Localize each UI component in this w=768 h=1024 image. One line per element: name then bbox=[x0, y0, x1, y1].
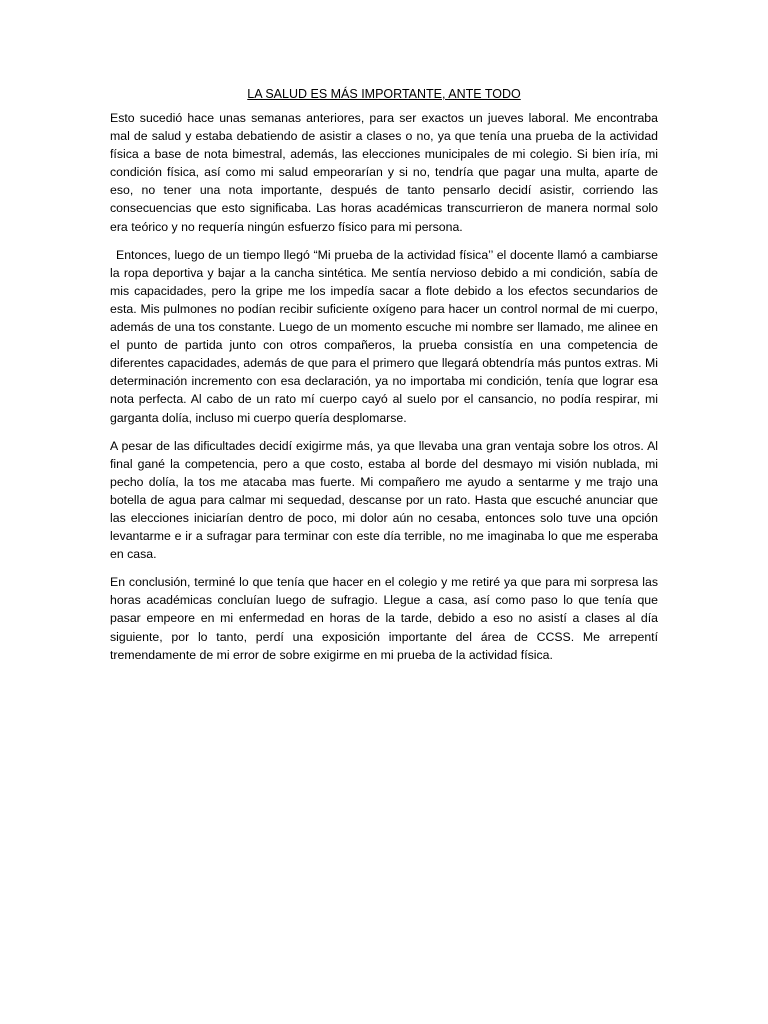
paragraph-4: En conclusión, terminé lo que tenía que hacer en el colegio y me retiré ya que para mi sorpresa las horas académicas concluían luego de sufragio. Llegue a casa, así como paso lo que tenía que pasar empeore en mi enfermedad en horas de la tarde, debido a eso no asistí a clases al día siguiente, por lo tanto, perdí una exposición importante del área de CCSS. Me arrepentí tremendamente de mi error de sobre exigirme en mi prueba de la actividad física. bbox=[110, 575, 658, 662]
paragraph-1: Esto sucedió hace unas semanas anteriores, para ser exactos un jueves laboral. Me encontraba mal de salud y estaba debatiendo de asistir a clases o no, ya que tenía una prueba de la actividad física a base de nota bimestral, además, las elecciones municipales de mi colegio. Si bien iría, mi condición física, así como mi salud empeorarían y si no, tendría que pagar una multa, aparte de eso, no tener una nota importante, después de tanto pensarlo decidí asistir, corriendo las consecuencias que esto significaba. Las horas académicas transcurrieron de manera normal solo era teórico y no requería ningún esfuerzo físico para mi persona. bbox=[110, 111, 658, 234]
paragraph-3: A pesar de las dificultades decidí exigirme más, ya que llevaba una gran ventaja sobre los otros. Al final gané la competencia, pero a que costo, estaba al borde del desmayo mi visión nublada, mi pecho dolía, la tos me atacaba mas fuerte. Mi compañero me ayudo a sentarme y me trajo una botella de agua para calmar mi sequedad, descanse por un rato. Hasta que escuché anunciar que las elecciones iniciarían dentro de poco, mi dolor aún no cesaba, entonces solo tuve una opción levantarme e ir a sufragar para terminar con este día terrible, no me imaginaba lo que me esperaba en casa. bbox=[110, 438, 658, 562]
paragraph-2: Entonces, luego de un tiempo llegó “Mi prueba de la actividad física’’ el docente llamó a cambiarse la ropa deportiva y bajar a la cancha sintética. Me sentía nervioso debido a mi condición, sabía de mis capacidades, pero la gripe me los impedía sacar a flote debido a los efectos secundarios de esta. Mis pulmones no podían recibir suficiente oxígeno para hacer un control normal de mi cuerpo, además de una tos constante. Luego de un momento escuche mi nombre ser llamado, me alinee en el punto de partida junto con otros compañeros, la prueba consistía en una competencia de diferentes capacidades, además de que para el primero que llegará obtendría más puntos extras. Mi determinación incremento con esa declaración, ya no importaba mi condición, tenía que lograr esa nota perfecta. Al cabo de un rato mí cuerpo cayó al suelo por el cansancio, no podía respirar, mi garganta dolía, incluso mi cuerpo quería desplomarse. bbox=[110, 247, 658, 425]
document-title: LA SALUD ES MÁS IMPORTANTE, ANTE TODO bbox=[247, 87, 521, 101]
document-body bbox=[110, 85, 658, 674]
